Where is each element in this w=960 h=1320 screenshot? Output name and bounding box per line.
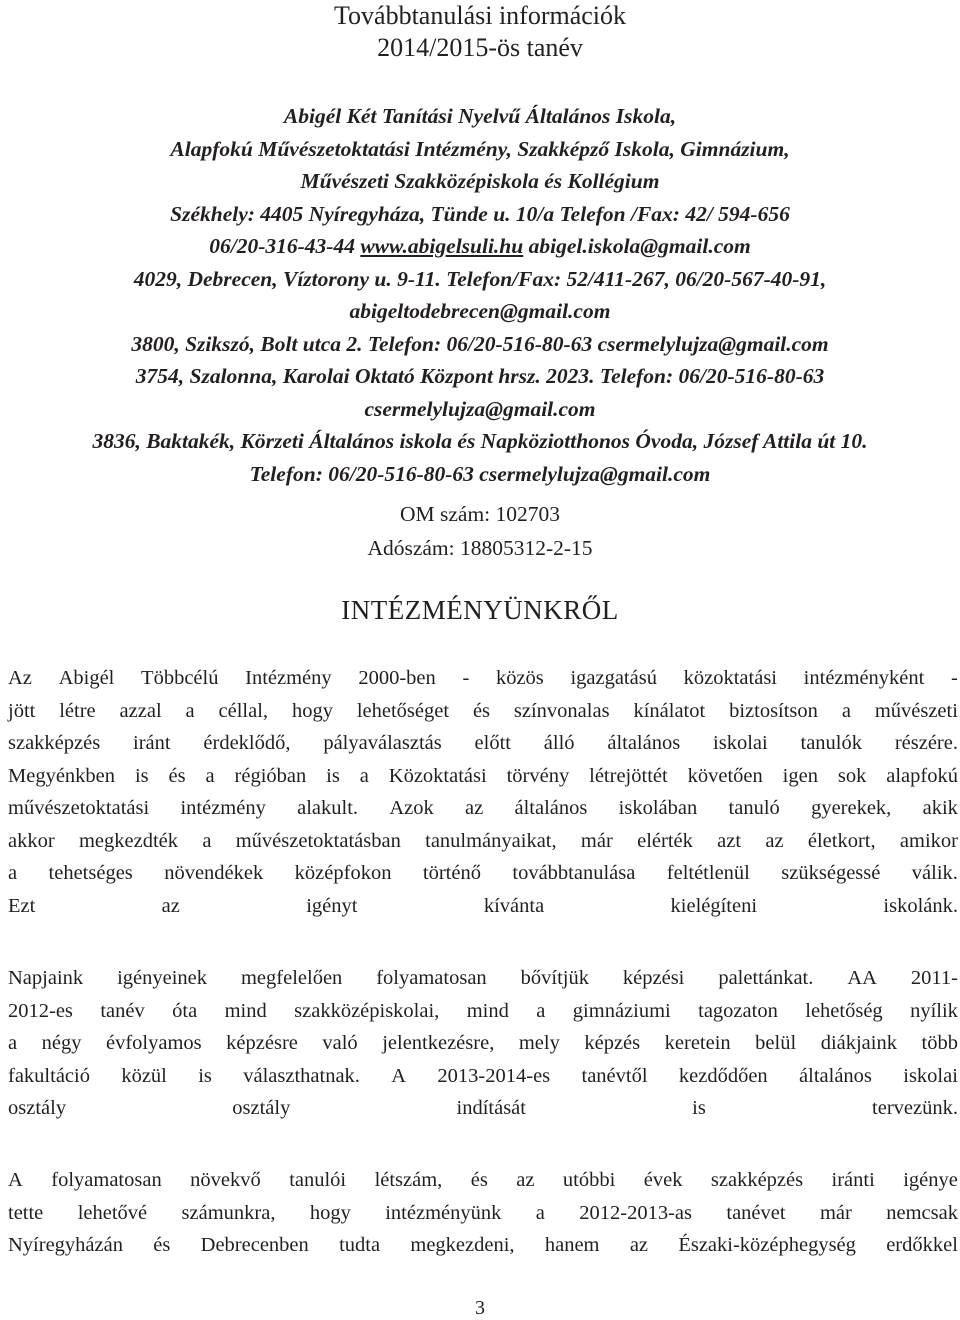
word: erdőkkel [886,1234,958,1256]
word: jött [8,699,36,722]
word: 2012-es [8,999,73,1022]
om-number: OM szám: 102703 [399,502,561,526]
word: tanulmányaikat, [425,829,557,852]
paragraph-line [8,825,958,858]
word: Intézmény [245,667,332,689]
word: mely [518,1032,560,1054]
word: a [202,829,212,852]
word: lehetőség [805,999,883,1022]
phone-web-line [0,230,960,263]
paragraph-line [8,857,958,890]
word: általános [607,732,681,754]
paragraph-line [8,995,958,1028]
word: azt [717,829,742,852]
page-number: 3 [475,1297,485,1319]
word: több [921,1032,958,1054]
word: érdeklődő, [203,732,291,754]
word: gimnáziumi [572,999,671,1022]
contact-line: csermelylujza@gmail.com [364,396,596,421]
word: iskolában [618,797,698,819]
word: növendékek [164,862,264,884]
word: is [134,764,149,787]
word: azzal [119,699,162,722]
word: szakközépiskolai, [294,999,440,1022]
word: a [841,699,851,722]
word: 2011- [910,967,958,989]
word: nemcsak [886,1201,958,1224]
word: kínálatot [633,699,706,722]
word: a [536,999,546,1022]
word: sok [837,764,867,787]
word: amikor [899,829,958,852]
word: is [198,1064,212,1087]
word: óta [172,999,198,1022]
word: általános [799,1064,872,1087]
word: céllal, [218,699,269,722]
contact-line: Telefon: 06/20-516-80-63 csermelylujza@gmail.com [249,461,711,486]
paragraph-line [8,962,958,995]
word: - [951,667,958,689]
word: - [462,667,470,689]
word: és [168,764,186,787]
word: Többcélú [141,667,219,689]
word: színvonalas [513,699,610,722]
word: tanév [100,999,145,1022]
word: képzésre [226,1032,298,1054]
word: középfokon [294,862,392,884]
word: hanem [544,1234,600,1256]
word: alakult. [297,797,359,819]
word: már [819,1201,852,1224]
word: tehetséges [48,862,133,884]
word: alapfokú [886,764,958,787]
word: igényeinek [117,967,208,989]
word: palettánkat. [718,967,814,989]
word: tanulók [800,732,863,754]
word: tanulói [289,1169,347,1191]
contact-line: Alapfokú Művészetoktatási Intézmény, Szakképző Iskola, Gimnázium, [170,136,790,161]
word: régióban [234,764,307,787]
word: már [580,829,613,852]
contact-line: 4029, Debrecen, Víztorony u. 9-11. Telefon/Fax: 52/411-267, 06/20-567-40-91, [133,266,827,291]
word: szakképzés [8,732,101,754]
word: az [516,1169,535,1191]
word: akkor [8,829,55,852]
word: igen [782,764,818,787]
paragraph-line: osztály osztály indítását is tervezünk. [8,1097,958,1119]
word: való [322,1032,358,1054]
paragraph-line [8,760,958,793]
word: igazgatású [570,667,657,689]
word: iskolai [903,1064,958,1087]
word: művészeti [874,699,958,722]
word: képzési [622,967,685,989]
paragraph-line [8,727,958,760]
word: tudta [339,1234,381,1256]
word: és [472,699,491,722]
paragraph-line: Ezt az igényt kívánta kielégíteni iskolánk. [8,894,958,917]
word: megfelelően [240,967,343,989]
word: megkezdték [78,829,179,852]
word: közoktatási [683,667,777,689]
word: Debrecenben [200,1234,309,1256]
word: választhatnak. [243,1064,360,1087]
word: tette [8,1201,44,1224]
word: létrejöttét [589,764,668,787]
word: 2013-2014-es [437,1064,551,1087]
word: álló [543,732,575,754]
word: válik. [911,862,958,884]
contact-line: abigeltodebrecen@gmail.com [349,299,611,323]
contact-line: 3800, Szikszó, Bolt utca 2. Telefon: 06/20-516-80-63 csermelylujza@gmail.com [131,331,829,356]
word: az [765,829,784,852]
paragraph-line [8,1164,958,1197]
word: intézményünk [385,1201,502,1224]
word: képzés [584,1032,641,1054]
contact-line: Abigél Két Tanítási Nyelvű Általános Iskola, [283,104,677,128]
paragraph-line [8,1027,958,1060]
word: az [629,1234,649,1256]
word: utóbbi [562,1169,616,1191]
contact-block [0,100,960,490]
paragraph-2 [8,962,958,1125]
word: iránti [831,1169,875,1191]
paragraph-line [8,792,958,825]
word: bővítjük [520,967,589,989]
word: AA [847,967,877,989]
tax-number: Adószám: 18805312-2-15 [367,536,593,560]
word: 2012-2013-as [579,1201,692,1224]
word: elérték [637,829,693,852]
word: előtt [474,732,511,754]
word: tanévtől [581,1064,648,1087]
word: Közoktatási [388,764,487,787]
word: évek [643,1169,683,1191]
word: négy [41,1032,82,1054]
word: iránt [133,732,171,754]
paragraph-line [8,1197,958,1230]
word: Északi-középhegység [678,1234,856,1256]
word: gyerekek, [811,797,892,819]
word: A [391,1064,407,1087]
word: és [470,1169,488,1191]
word: Abigél [58,667,115,689]
word: az [465,797,484,819]
paragraph-line [8,662,958,695]
word: akik [922,797,958,819]
word: és [153,1234,171,1256]
word: A [8,1169,23,1191]
word: történő [422,862,481,884]
word: általános [514,797,588,819]
word: belül [755,1032,797,1054]
paragraph-3 [8,1164,958,1262]
word: számunkra, [181,1201,276,1224]
word: részére. [894,732,958,754]
word: Napjaink [8,967,84,989]
word: szükségessé [781,862,881,884]
word: 2000-ben [358,667,436,689]
word: tanévet [726,1201,786,1224]
word: művészetoktatási [8,797,150,819]
word: a [8,1032,18,1054]
email-address: abigel.iskola@gmail.com [528,234,751,258]
word: lehetőséget [356,699,450,722]
word: növekvő [190,1169,261,1191]
word: folyamatosan [376,967,487,989]
word: követően [687,764,763,787]
word: fakultáció [8,1064,90,1087]
word: nyílik [910,999,958,1022]
word: létszám, [374,1169,443,1191]
word: művészetoktatásban [235,829,401,852]
word: hogy [291,699,333,722]
contact-line: Művészeti Szakközépiskola és Kollégium [300,169,660,193]
word: lehetővé [77,1201,148,1224]
word: folyamatosan [51,1169,162,1191]
document-title: Továbbtanulási információk [333,1,627,30]
word: szakképzés [710,1169,804,1191]
word: kezdődően [678,1064,768,1087]
word: keretein [664,1032,731,1054]
word: Azok [389,797,434,819]
word: közös [495,667,544,689]
paragraph-1 [8,662,958,922]
word: a [185,699,195,722]
word: Az [8,667,32,689]
word: biztosítson [729,699,818,722]
word: közül [121,1064,167,1087]
word: intézményként [803,667,925,689]
contact-line: 3754, Szalonna, Karolai Oktató Központ hrsz. 2023. Telefon: 06/20-516-80-63 [135,364,825,388]
contact-line: Székhely: 4405 Nyíregyháza, Tünde u. 10/a Telefon /Fax: 42/ 594-656 [170,201,790,226]
paragraph-line [8,695,958,728]
word: tanuló [728,797,780,819]
word: továbbtanulása [512,862,636,884]
contact-line: 3836, Baktakék, Körzeti Általános iskola és Napköziotthonos Óvoda, József Attila út 10. [92,429,868,453]
word: Nyíregyházán [8,1234,123,1256]
word: tagozaton [698,999,778,1022]
paragraph-line [8,1229,958,1262]
word: jelentkezésre, [382,1032,495,1054]
word: mind [466,999,509,1022]
word: mind [224,999,267,1022]
word: iskolai [713,732,768,754]
word: életkort, [807,829,876,852]
section-heading: INTÉZMÉNYÜNKRŐL [341,595,619,625]
word: igénye [903,1169,958,1191]
word: diákjaink [820,1032,897,1054]
word: pályaválasztás [323,732,442,754]
paragraph-line [8,1060,958,1093]
word: Megyénkben [8,764,116,787]
word: feltétlenül [666,862,750,884]
word: évfolyamos [106,1032,202,1054]
word: intézmény [180,797,266,819]
word: hogy [309,1201,351,1224]
school-year: 2014/2015-ös tanév [377,33,583,62]
word: is [326,764,340,787]
phone-number: 06/20-316-43-44 [209,234,355,258]
website-link[interactable]: www.abigelsuli.hu [360,234,524,258]
word: a [535,1201,545,1224]
word: a [8,862,18,884]
word: megkezdeni, [410,1234,515,1256]
word: a [359,764,369,787]
word: a [205,764,215,787]
word: létre [59,699,96,722]
word: törvény [506,764,570,787]
